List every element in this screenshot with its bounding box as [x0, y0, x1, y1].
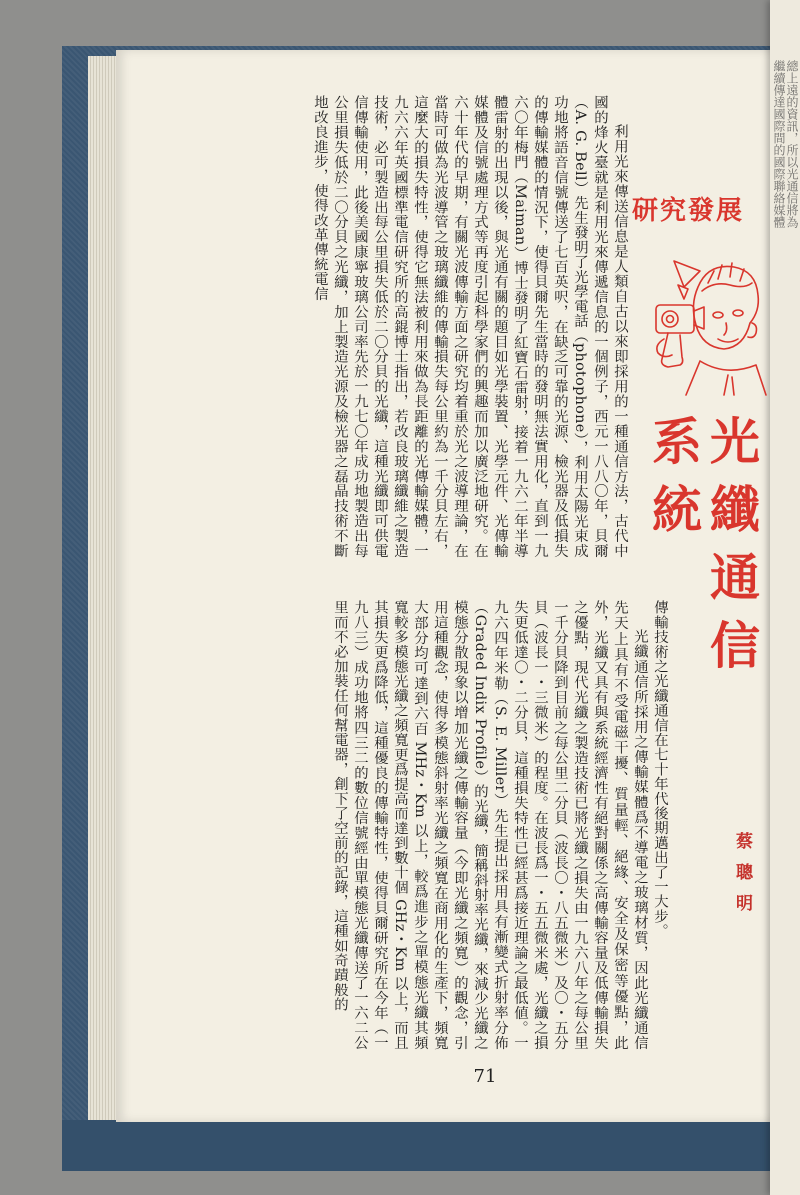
body-paragraph: 光纖通信所採用之傳輸媒體爲不導電之玻璃材質，因此光纖通信先天上具有不受電磁干擾、質量輕、絕緣、安全及保密等優點，此外，光纖又具有與系統經濟性有絕對關係之高傳輸容量及低傳輸損失之優點，現代光纖之製造技術已將光纖之損失由一九六八年之每公里一千分貝降到目前之每公里二分貝（波長〇・八五微米）及〇・五分貝（波長一・三微米）的程度。在波長爲一・五五微米處，光纖之損失更低達〇・二分貝，這種損失特性已經甚爲接近理論之最低値。一九六四年米勒（S. E. Miller）先生提出採用具有漸變式折射率分佈（Graded Indix Profile）的光纖，簡稱斜射率光纖，來減少光纖之模態分散現象以增加光纖之傳輸容量（今即光纖之頻寬）的觀念，引用這種觀念，使得多模態斜射率光纖之頻寬在商用化的生產下，頻寬大部分均可達到六百 MHz・Km 以上，較爲進步之單模態光纖其頻寬較多模態光纖之頻寬更爲提高而達到數十個 GHz・Km 以上，而且其損失更爲降低，這種優良的傳輸特性，使得貝爾研究所在今年（一九八三）成功地將四三二的數位信號經由單模態光纖傳送了一六二公里而不必加裝任何幫電器，創下了空前的記錄，這種如奇蹟般的: [332, 600, 648, 1050]
body-paragraph: 傳輸技術之光纖通信在七十年代後期邁出了一大步。: [652, 600, 668, 939]
book-cover-bottom-edge: [62, 1120, 777, 1171]
next-page-text-strip: 繼續傳達國際間的國際聯絡媒體: [772, 60, 786, 228]
next-page-edge: [770, 0, 800, 1195]
page-number: 71: [473, 1066, 497, 1087]
article-author: 蔡聰明: [732, 832, 752, 925]
body-paragraph: 利用光來傳送信息是人類自古以來即採用的一種通信方法，古代中國的烽火臺就是利用光來傳遞信息的一個例子，西元一八八〇年，貝爾（A. G. Bell）先生發明了光學電話（photophone），利用太陽光束成功地將語音信號傳送了七百英呎，在缺乏可靠的光源、檢光器及低損失的傳輸媒體的情況下，使得貝爾先生當時的發明無法實用化，直到一九六〇年梅門（Maiman）博士發明了紅寶石雷射，接着一九六二年半導體雷射的出現以後，與光通有關的題目如光學裝置、光學元件、光傳輸媒體及信號處理方式等再度引起科學家們的興趣而加以廣泛地研究。在六十年代的早期，有關光波傳輸方面之研究均着重於光之波導理論，在當時可做為光波導管之玻璃纖維的傳輸損失每公里約為一千分貝左右，這麼大的損失特性，使得它無法被利用來做為長距離的光傳輸媒體，一九六六年英國標準電信研究所的高錕博士指出，若改良玻璃纖維之製造技術，必可製造出每公里損失低於二〇分貝的光纖，這種光纖即可供電信傳輸使用，此後美國康寧玻璃公司率先於一九七〇年成功地製造出每公里損失低於二〇分貝之光纖，加上製造光源及檢光器之磊晶技術不斷地改良進步，使得改革傳統電信: [312, 95, 628, 558]
next-page-text-strip: 總上遠的資訊，所以光通信將為: [785, 60, 799, 228]
reporter-illustration-icon: [640, 227, 776, 397]
article-body-lower: [180, 600, 670, 1050]
page-edges: [88, 56, 118, 1120]
article-body-upper: [170, 95, 630, 558]
section-label: 研究發展: [632, 196, 745, 226]
article-title: 光纖通信系統: [644, 415, 761, 687]
